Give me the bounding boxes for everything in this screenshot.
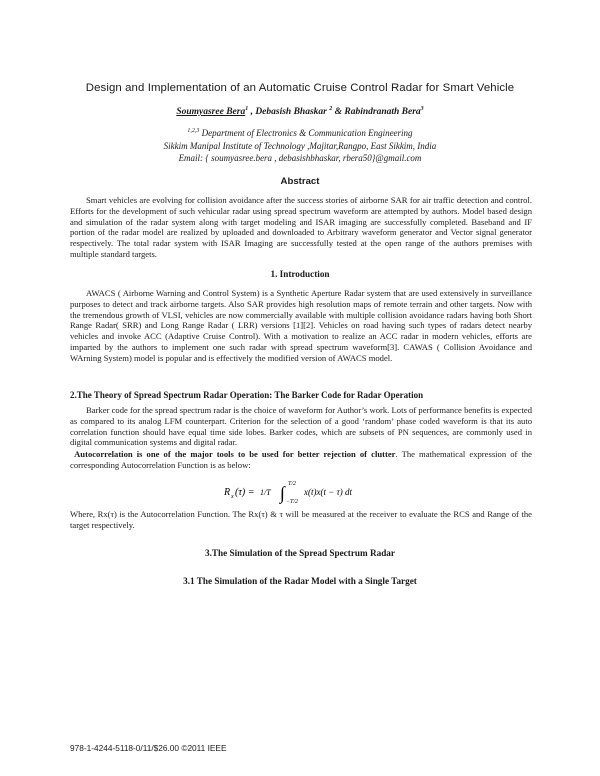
author-1-sup: 1 bbox=[245, 106, 249, 112]
section-2-body bbox=[70, 405, 532, 471]
eq-lower-limit: −T/2 bbox=[286, 499, 299, 504]
affiliation-line-1 bbox=[0, 128, 600, 138]
section-2-para-2-rest: . The mathematical expression of the corresponding Autocorrelation Function is as below: bbox=[70, 449, 532, 470]
autocorrelation-equation bbox=[222, 478, 372, 504]
affiliation-sup: 1,2,3 bbox=[187, 128, 200, 134]
section-1-body bbox=[70, 288, 532, 364]
affiliation-line-2: Sikkim Manipal Institute of Technology ,Majitar,Rangpo, East Sikkim, India bbox=[163, 141, 437, 151]
copyright-footer: 978-1-4244-5118-0/11/$26.00 ©2011 IEEE bbox=[70, 743, 227, 753]
author-2-sup: 2 bbox=[329, 106, 333, 112]
author-sep-1: , bbox=[248, 107, 256, 118]
section-3-heading: 3.The Simulation of the Spread Spectrum Radar bbox=[205, 548, 395, 558]
affiliation-dept: Department of Electronics & Communication Engineering bbox=[199, 128, 413, 138]
section-2-heading: 2.The Theory of Spread Spectrum Radar Operation: The Barker Code for Radar Operation bbox=[70, 390, 424, 400]
affiliation-email: Email: { soumyasree.bera , debasishbhaskar, rbera50}@gmail.com bbox=[178, 153, 422, 163]
author-2: Debasish Bhaskar bbox=[255, 107, 327, 118]
abstract-body bbox=[70, 195, 532, 260]
section-2-bold-claim: Autocorrelation is one of the major tools to be used for better rejection of clutter bbox=[74, 449, 396, 460]
section-2-para-1: Barker code for the spread spectrum radar is the choice of waveform for Author’s work. Lots of performance benefits is expected as compared to its analog LFM counterpart. Criterion for the selection of a good ‘random’ phase coded waveform is that its auto correlation function should have equal time side lobes. Barker codes, which are subsets of PN sequences, are commonly used in digital communication systems and digital radar. bbox=[70, 405, 532, 448]
section-1-text: AWACS ( Airborne Warning and Control System) is a Synthetic Aperture Radar system that are used extensively in surveillance purposes to detect and track airborne targets. Also SAR provides high resolution maps of remote terrain and other targets. Now with the tremendous growth of VLSI, vehicles are now commercially available with multiple collision avoidance radars having both Short Range Radar( SRR) and Long Range Radar ( LRR) versions [1][2]. Vehicles on road having such types of radars detect nearby vehicles and invoke ACC (Adaptive Cruise Control). With a motivation to realize an ACC radar in modern vehicles, efforts are imparted by the authors to implement one such radar with spread spectrum waveform[3]. CAWAS ( Collision Avoidance and WArning System) model is popular and is effectively the modified version of AWACS model. bbox=[70, 288, 532, 363]
paper-title: Design and Implementation of an Automatic Cruise Control Radar for Smart Vehicle bbox=[85, 82, 515, 94]
section-2-para-2 bbox=[70, 449, 532, 471]
author-3-sup: 3 bbox=[420, 106, 424, 112]
eq-lhs-sub: x bbox=[231, 494, 234, 500]
section-3-1-heading: 3.1 The Simulation of the Radar Model with a Single Target bbox=[183, 576, 417, 586]
section-2-para-3: Where, Rx(τ) is the Autocorrelation Function. The Rx(τ) & τ will be measured at the receiver to evaluate the RCS and Range of the target respectively. bbox=[70, 509, 532, 530]
eq-lhs-arg: (τ) = bbox=[235, 487, 255, 498]
abstract-heading: Abstract bbox=[280, 176, 320, 187]
eq-upper-limit: T/2 bbox=[288, 481, 297, 487]
section-2-body-after-eq bbox=[70, 509, 532, 531]
author-line bbox=[0, 106, 600, 117]
abstract-text: Smart vehicles are evolving for collision avoidance after the success stories of airborne SAR for air traffic detection and control. Efforts for the development of such vehicular radar using spread spectrum waveform are attempted by authors. Model based design and simulation of the radar system along with target modeling and ISAR imaging are successfully completed. Baseband and IF portion of the radar model are realized by uploaded and downloaded to Arbitrary waveform generator and Vector signal generator respectively. The total radar system with ISAR Imaging are successfully tested at the open range of the authors premises with multiple standard targets. bbox=[70, 195, 532, 259]
eq-fraction: 1/T bbox=[260, 488, 271, 497]
eq-lhs: R bbox=[224, 487, 231, 498]
author-1: Soumyasree Bera bbox=[176, 107, 246, 118]
eq-integral-sign: ∫ bbox=[280, 483, 285, 503]
section-1-heading: 1. Introduction bbox=[270, 269, 330, 279]
author-3: Rabindranath Bera bbox=[344, 107, 421, 118]
eq-integrand: x(t)x(t − τ) dt bbox=[304, 487, 353, 497]
author-sep-2: & bbox=[332, 107, 345, 118]
